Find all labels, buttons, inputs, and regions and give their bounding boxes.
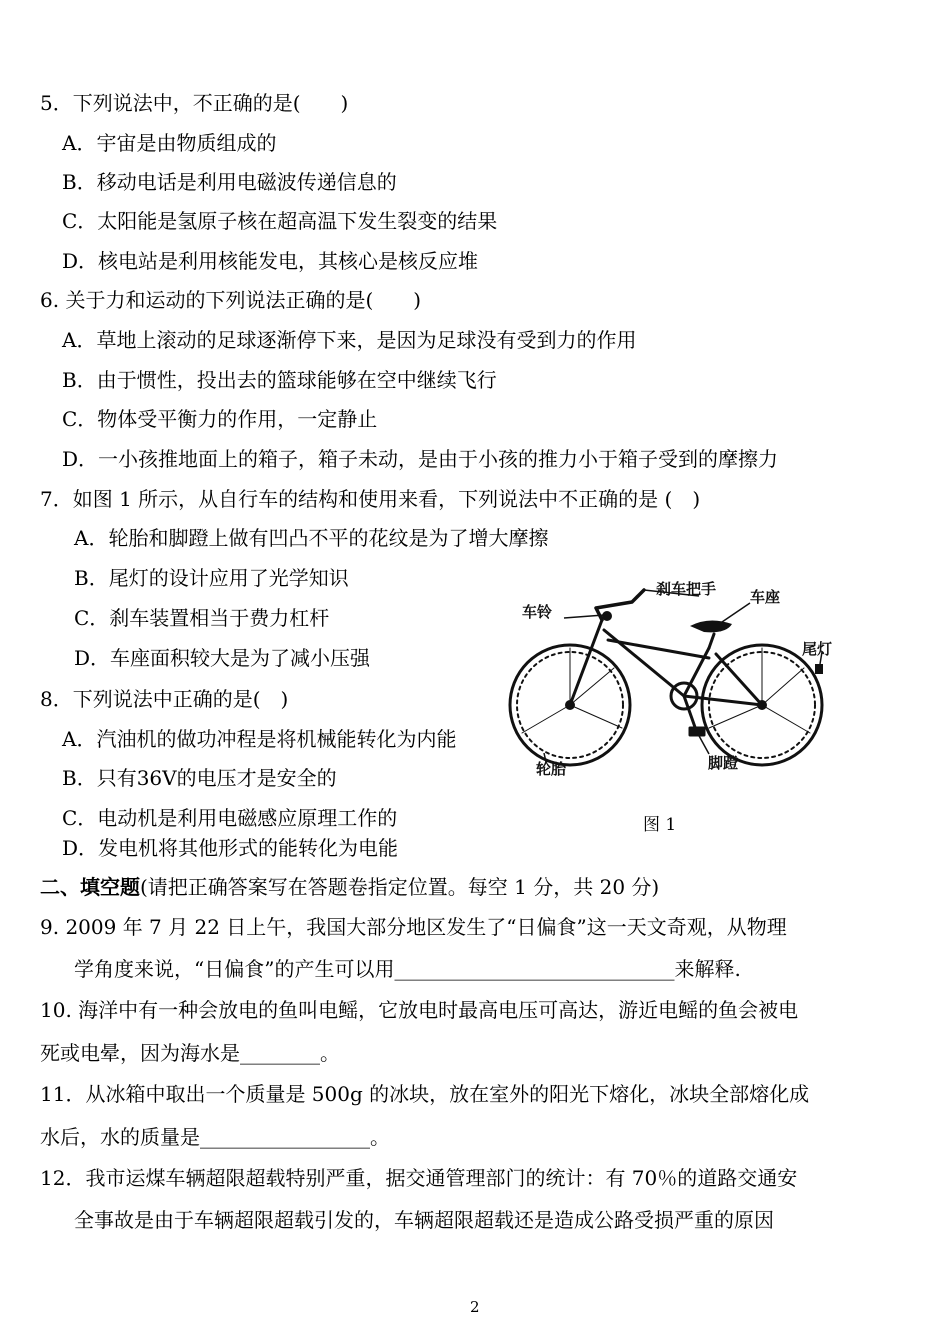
- label-tire: 轮胎: [536, 760, 567, 778]
- q5-option-d: D．核电站是利用核能发电，其核心是核反应堆: [62, 249, 479, 273]
- q7-option-b: B．尾灯的设计应用了光学知识: [74, 566, 349, 590]
- q8-option-a: A．汽油机的做功冲程是将机械能转化为内能: [62, 727, 457, 751]
- bell: [602, 611, 612, 621]
- q11-line2: 水后，水的质量是_________________。: [40, 1125, 390, 1149]
- label-pedal: 脚蹬: [708, 754, 739, 772]
- page-number: 2: [470, 1298, 480, 1316]
- figure-caption: 图 1: [643, 815, 677, 835]
- q12-line2: 全事故是由于车辆超限超载引发的，车辆超限超载还是造成公路受损严重的原因: [74, 1208, 774, 1232]
- q8-option-c: C．电动机是利用电磁感应原理工作的: [62, 806, 398, 830]
- q7-stem: 7．如图 1 所示，从自行车的结构和使用来看，下列说法中不正确的是 ( ): [40, 487, 701, 511]
- label-seat: 车座: [750, 588, 781, 606]
- q10-line1: 10. 海洋中有一种会放电的鱼叫电鳐，它放电时最高电压可高达，游近电鳐的鱼会被电: [40, 998, 799, 1022]
- section2-title: 二、填空题: [40, 875, 140, 899]
- q10-line2: 死或电晕，因为海水是________。: [40, 1041, 340, 1065]
- q5-option-c: C．太阳能是氢原子核在超高温下发生裂变的结果: [62, 209, 498, 233]
- q7-option-a: A．轮胎和脚蹬上做有凹凸不平的花纹是为了增大摩擦: [74, 526, 549, 550]
- q8-stem: 8．下列说法中正确的是( ): [40, 687, 289, 711]
- q8-option-b: B．只有36V的电压才是安全的: [62, 766, 337, 790]
- label-brake-handle: 刹车把手: [656, 580, 717, 598]
- label-bell: 车铃: [522, 603, 553, 621]
- bicycle-figure: [504, 568, 864, 784]
- q12-line1: 12．我市运煤车辆超限超载特别严重，据交通管理部门的统计：有 70％的道路交通安: [40, 1166, 798, 1190]
- q9-line2: 学角度来说，“日偏食”的产生可以用____________________________来解释.: [74, 957, 741, 981]
- tail-light: [815, 664, 823, 674]
- q11-line1: 11．从冰箱中取出一个质量是 500g 的冰块，放在室外的阳光下熔化，冰块全部熔化成: [40, 1082, 810, 1106]
- label-tail-light: 尾灯: [802, 640, 833, 658]
- q5-stem: 5．下列说法中，不正确的是( ): [40, 91, 349, 115]
- q6-option-d: D．一小孩推地面上的箱子，箱子未动，是由于小孩的推力小于箱子受到的摩擦力: [62, 447, 779, 471]
- q7-option-d: D．车座面积较大是为了减小压强: [74, 646, 371, 670]
- q6-stem: 6. 关于力和运动的下列说法正确的是( ): [40, 288, 422, 312]
- section2-note: (请把正确答案写在答题卷指定位置。每空 1 分，共 20 分): [140, 875, 660, 899]
- q5-option-a: A．宇宙是由物质组成的: [62, 131, 277, 155]
- q6-option-b: B．由于惯性，投出去的篮球能够在空中继续飞行: [62, 368, 497, 392]
- section2-heading: [40, 874, 659, 900]
- q6-option-a: A．草地上滚动的足球逐渐停下来，是因为足球没有受到力的作用: [62, 328, 637, 352]
- q8-option-d: D．发电机将其他形式的能转化为电能: [62, 836, 399, 860]
- q9-line1: 9. 2009 年 7 月 22 日上午，我国大部分地区发生了“日偏食”这一天文奇观，从物理: [40, 915, 787, 939]
- q6-option-c: C．物体受平衡力的作用，一定静止: [62, 407, 378, 431]
- seat: [690, 620, 732, 632]
- q5-option-b: B．移动电话是利用电磁波传递信息的: [62, 170, 397, 194]
- q7-option-c: C．刹车装置相当于费力杠杆: [74, 606, 330, 630]
